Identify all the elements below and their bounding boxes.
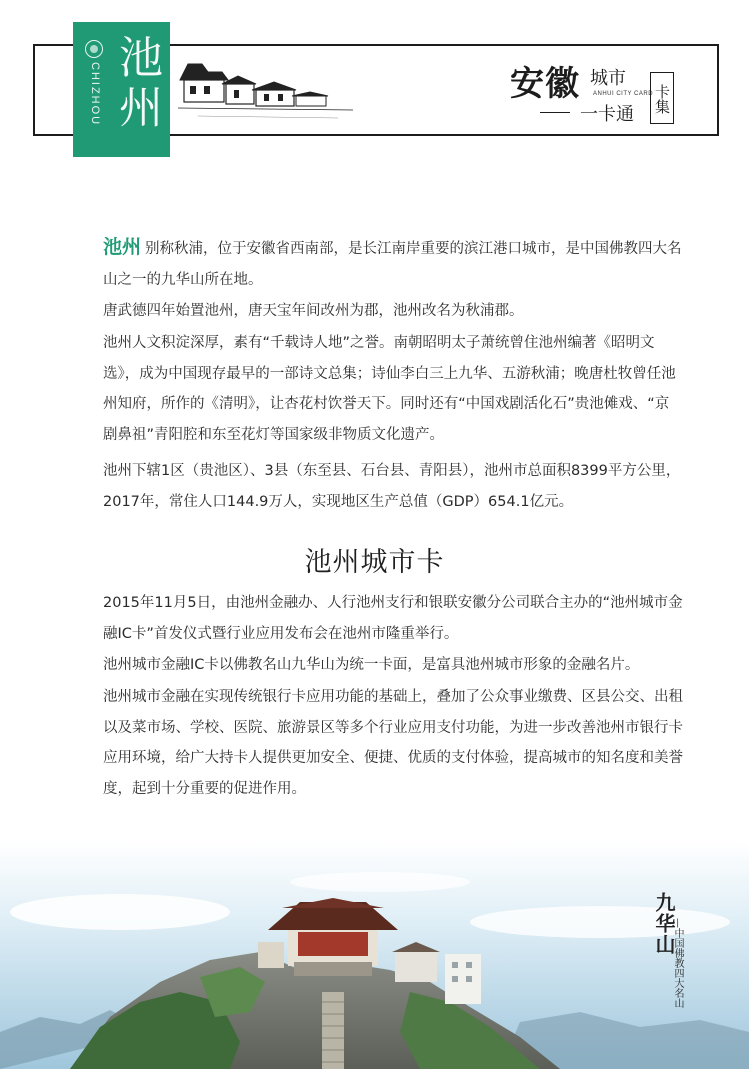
frame-right-edge (717, 44, 719, 136)
frame-left-edge (33, 44, 35, 136)
caption-name: 九华山 (652, 892, 676, 955)
card-title-stamp: 卡集 (650, 72, 674, 124)
card-paragraph-2: 池州城市金融IC卡以佛教名山九华山为统一卡面，是富具池州城市形象的金融名片。 (103, 657, 640, 673)
photo-caption (650, 892, 690, 1022)
section-title: 池州城市卡 (304, 547, 445, 578)
card-title-main: 安徽 (510, 64, 580, 104)
logo-name: 池州 (111, 34, 162, 134)
intro-paragraph-3: 池州人文积淀深厚，素有“千载诗人地”之誉。南朝昭明太子萧统曾住池州编著《昭明文选》，成为中国现存最早的一部诗文总集；诗仙李白三上九华、五游秋浦；晚唐杜牧曾任池州知府，所作的《清明》，让杏花村饮誉天下。同时还有“中国戏剧活化石”贵池傩戏、“京剧鼻祖”青阳腔和东至花灯等国家级非物质文化遗产。 (103, 335, 676, 443)
caption-sub: —中国佛教四大名山 (672, 918, 683, 1008)
card-paragraph-1: 2015年11月5日，由池州金融办、人行池州支行和银联安徽分公司联合主办的“池州城市金融IC卡”首发仪式暨行业应用发布会在池州市隆重举行。 (103, 595, 683, 642)
logo-english: CHIZHOU (89, 62, 101, 127)
anhui-city-card-title (510, 56, 710, 130)
intro-paragraph-4: 池州下辖1区（贵池区）、3县（东至县、石台县、青阳县），池州市总面积8399平方公里，2017年，常住人口144.9万人，实现地区生产总值（GDP）654.1亿元。 (103, 463, 681, 510)
seal-icon (85, 40, 103, 58)
card-title-city: 城市 (590, 68, 626, 89)
intro-lead-word: 池州 (103, 236, 142, 258)
chizhou-logo (73, 22, 170, 157)
jiuhua-mountain-photo (0, 842, 749, 1069)
card-title-english: ANHUI CITY CARD (593, 91, 654, 97)
card-title-rule (540, 112, 570, 113)
intro-paragraph-2: 唐武德四年始置池州，唐天宝年间改州为郡，池州改名为秋浦郡。 (103, 303, 524, 319)
card-title-one: 一卡通 (580, 104, 634, 125)
intro-p1-text: 别称秋浦，位于安徽省西南部，是长江南岸重要的滨江港口城市，是中国佛教四大名山之一的九华山所在地。 (103, 241, 682, 288)
village-ink-illustration (178, 50, 353, 130)
intro-paragraph-1 (103, 232, 683, 295)
card-paragraph-3: 池州城市金融在实现传统银行卡应用功能的基础上，叠加了公众事业缴费、区县公交、出租以及菜市场、学校、医院、旅游景区等多个行业应用支付功能，为进一步改善池州市银行卡应用环境，给广大持卡人提供更加安全、便捷、优质的支付体验，提高城市的知名度和美誉度，起到十分重要的促进作用。 (103, 689, 683, 797)
